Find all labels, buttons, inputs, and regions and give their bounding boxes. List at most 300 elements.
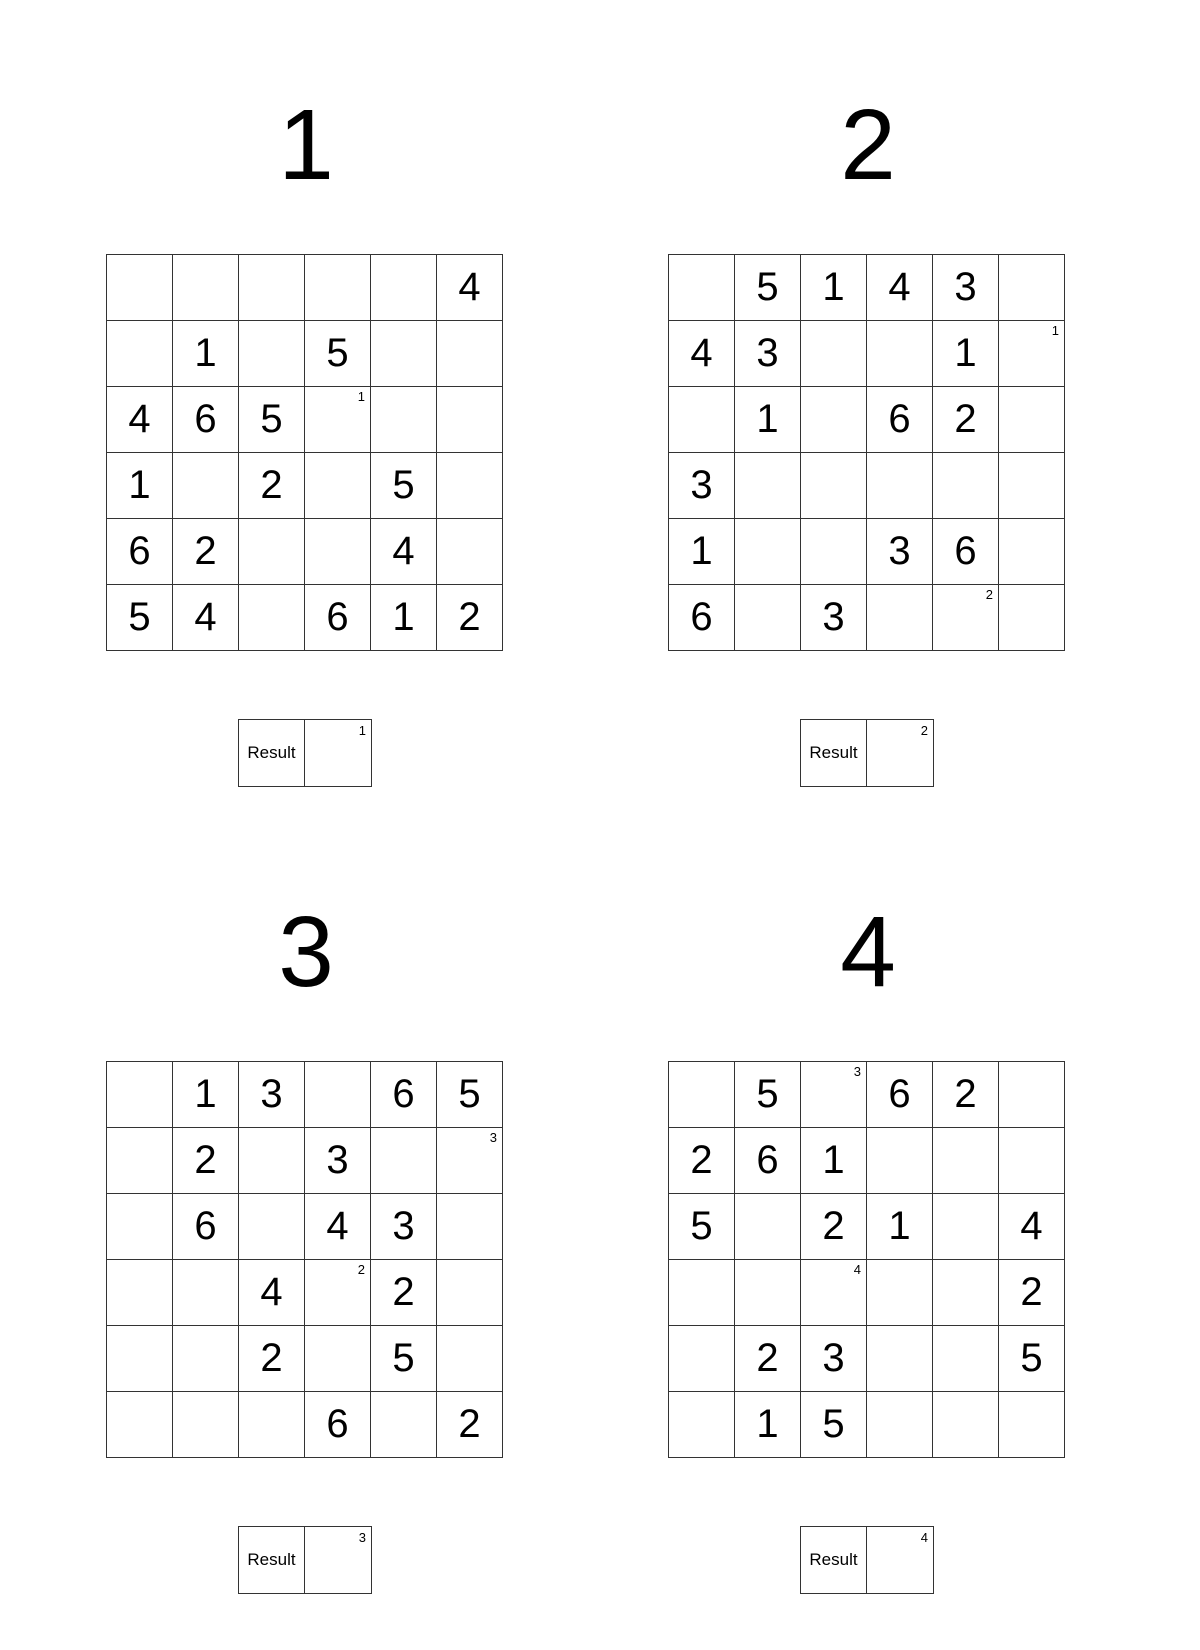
grid-cell[interactable] — [867, 1062, 933, 1128]
cell-value — [999, 1062, 1064, 1127]
grid-cell[interactable] — [735, 255, 801, 321]
grid-cell[interactable] — [669, 1392, 735, 1458]
cell-value: 6 — [128, 529, 151, 573]
grid-cell[interactable] — [867, 585, 933, 651]
grid-cell[interactable] — [173, 1062, 239, 1128]
grid-cell[interactable] — [999, 1326, 1065, 1392]
grid-cell[interactable] — [867, 1326, 933, 1392]
grid-cell[interactable] — [305, 585, 371, 651]
grid-cell[interactable] — [801, 1194, 867, 1260]
grid-cell[interactable] — [867, 255, 933, 321]
cell-value — [305, 519, 370, 584]
cell-value — [239, 1128, 304, 1193]
sudoku-grid — [668, 254, 1065, 651]
grid-cell[interactable] — [239, 453, 305, 519]
cell-value — [239, 519, 304, 584]
cell-value: 5 — [822, 1402, 845, 1446]
cell-marker: 3 — [489, 1130, 497, 1145]
cell-value — [305, 1326, 370, 1391]
grid-cell[interactable] — [735, 1194, 801, 1260]
cell-value — [735, 585, 800, 650]
grid-cell[interactable] — [239, 255, 305, 321]
grid-cell[interactable] — [437, 255, 503, 321]
grid-cell[interactable] — [735, 1128, 801, 1194]
cell-value: 6 — [888, 1072, 911, 1116]
cell-value: 5 — [690, 1204, 713, 1248]
grid-cell[interactable] — [173, 1326, 239, 1392]
cell-value — [801, 387, 866, 452]
cell-value — [437, 1260, 502, 1325]
grid-cell[interactable] — [801, 585, 867, 651]
grid-cell[interactable] — [371, 1392, 437, 1458]
grid-cell[interactable] — [801, 1260, 867, 1326]
grid-cell[interactable] — [999, 255, 1065, 321]
grid-cell[interactable] — [999, 519, 1065, 585]
grid-cell[interactable] — [371, 519, 437, 585]
cell-value: 2 — [392, 1270, 415, 1314]
grid-cell[interactable] — [371, 387, 437, 453]
cell-value — [999, 519, 1064, 584]
grid-cell[interactable] — [933, 1062, 999, 1128]
grid-cell[interactable] — [669, 453, 735, 519]
grid-cell[interactable] — [735, 519, 801, 585]
cell-value: 1 — [392, 595, 415, 639]
grid-cell[interactable] — [371, 453, 437, 519]
cell-value: 3 — [392, 1204, 415, 1248]
grid-cell[interactable] — [933, 1128, 999, 1194]
puzzle-4 — [668, 807, 1068, 1569]
cell-value — [867, 1392, 932, 1457]
result-label: Result — [801, 720, 867, 786]
cell-value — [801, 453, 866, 518]
cell-value — [107, 1128, 172, 1193]
cell-value — [437, 519, 502, 584]
grid-cell[interactable] — [735, 1260, 801, 1326]
cell-marker: 4 — [853, 1262, 861, 1277]
cell-value: 3 — [822, 595, 845, 639]
grid-cell[interactable] — [801, 321, 867, 387]
grid-cell[interactable] — [107, 255, 173, 321]
grid-cell[interactable] — [107, 1062, 173, 1128]
cell-value — [933, 1128, 998, 1193]
grid-cell[interactable] — [437, 453, 503, 519]
cell-value: 1 — [128, 463, 151, 507]
puzzle-2 — [668, 0, 1068, 762]
cell-value — [933, 1326, 998, 1391]
grid-cell[interactable] — [173, 387, 239, 453]
cell-value: 6 — [326, 1402, 349, 1446]
cell-value: 2 — [260, 463, 283, 507]
cell-value: 2 — [458, 1402, 481, 1446]
cell-value: 1 — [194, 1072, 217, 1116]
cell-value — [437, 453, 502, 518]
cell-value: 6 — [690, 595, 713, 639]
grid-cell[interactable] — [999, 1260, 1065, 1326]
cell-value — [999, 1128, 1064, 1193]
grid-cell[interactable] — [933, 1392, 999, 1458]
grid-cell[interactable] — [801, 1326, 867, 1392]
grid-cell[interactable] — [735, 1392, 801, 1458]
grid-cell[interactable] — [669, 255, 735, 321]
grid-cell[interactable] — [669, 1326, 735, 1392]
grid-cell[interactable] — [371, 1326, 437, 1392]
cell-marker: 3 — [853, 1064, 861, 1079]
cell-value — [173, 453, 238, 518]
cell-value: 1 — [756, 1402, 779, 1446]
cell-value — [437, 321, 502, 386]
grid-cell[interactable] — [867, 1128, 933, 1194]
cell-value — [239, 321, 304, 386]
result-marker: 4 — [920, 1530, 928, 1545]
grid-cell[interactable] — [107, 585, 173, 651]
grid-cell[interactable] — [867, 321, 933, 387]
cell-value: 5 — [756, 1072, 779, 1116]
cell-value: 2 — [822, 1204, 845, 1248]
grid-cell[interactable] — [867, 1392, 933, 1458]
cell-value — [107, 255, 172, 320]
grid-cell[interactable] — [437, 1260, 503, 1326]
result-answer-cell[interactable] — [305, 720, 371, 786]
puzzle-title: 1 — [278, 89, 334, 201]
grid-cell[interactable] — [735, 453, 801, 519]
grid-cell[interactable] — [239, 387, 305, 453]
grid-cell[interactable] — [305, 321, 371, 387]
grid-cell[interactable] — [437, 1326, 503, 1392]
grid-cell[interactable] — [107, 1326, 173, 1392]
grid-cell[interactable] — [801, 453, 867, 519]
grid-cell[interactable] — [933, 585, 999, 651]
grid-cell[interactable] — [371, 1128, 437, 1194]
cell-value: 2 — [1020, 1270, 1043, 1314]
grid-cell[interactable] — [239, 1260, 305, 1326]
cell-value: 1 — [822, 265, 845, 309]
cell-value: 5 — [392, 1336, 415, 1380]
cell-value — [999, 387, 1064, 452]
grid-cell[interactable] — [933, 1194, 999, 1260]
cell-value — [437, 387, 502, 452]
cell-value — [371, 387, 436, 452]
cell-value: 4 — [326, 1204, 349, 1248]
grid-cell[interactable] — [107, 1128, 173, 1194]
grid-cell[interactable] — [371, 1194, 437, 1260]
cell-value: 2 — [194, 1138, 217, 1182]
cell-value: 1 — [690, 529, 713, 573]
grid-cell[interactable] — [239, 1392, 305, 1458]
grid-cell[interactable] — [107, 519, 173, 585]
result-label: Result — [239, 720, 305, 786]
cell-value: 3 — [260, 1072, 283, 1116]
cell-value — [867, 1326, 932, 1391]
cell-value: 1 — [954, 331, 977, 375]
grid-cell[interactable] — [669, 1194, 735, 1260]
cell-value — [239, 585, 304, 650]
grid-cell[interactable] — [801, 255, 867, 321]
grid-cell[interactable] — [173, 1260, 239, 1326]
cell-value: 5 — [326, 331, 349, 375]
grid-cell[interactable] — [239, 519, 305, 585]
result-marker: 2 — [920, 723, 928, 738]
cell-marker: 2 — [357, 1262, 365, 1277]
cell-value — [173, 255, 238, 320]
cell-value — [107, 1062, 172, 1127]
cell-value: 5 — [128, 595, 151, 639]
puzzle-title: 3 — [278, 896, 334, 1008]
cell-value: 4 — [392, 529, 415, 573]
cell-value — [173, 1392, 238, 1457]
cell-value — [999, 1392, 1064, 1457]
grid-cell[interactable] — [999, 1392, 1065, 1458]
grid-cell[interactable] — [735, 1326, 801, 1392]
grid-cell[interactable] — [305, 1128, 371, 1194]
grid-cell[interactable] — [107, 1392, 173, 1458]
grid-cell[interactable] — [305, 1392, 371, 1458]
grid-cell[interactable] — [933, 255, 999, 321]
cell-value — [437, 1194, 502, 1259]
grid-cell[interactable] — [173, 453, 239, 519]
grid-cell[interactable] — [801, 1392, 867, 1458]
grid-cell[interactable] — [173, 1194, 239, 1260]
cell-value: 5 — [1020, 1336, 1043, 1380]
grid-cell[interactable] — [801, 519, 867, 585]
result-label: Result — [801, 1527, 867, 1593]
result-label: Result — [239, 1527, 305, 1593]
grid-cell[interactable] — [305, 1326, 371, 1392]
cell-value: 1 — [756, 397, 779, 441]
result-marker: 1 — [358, 723, 366, 738]
cell-value — [669, 387, 734, 452]
cell-value — [735, 453, 800, 518]
grid-cell[interactable] — [437, 321, 503, 387]
cell-value: 2 — [194, 529, 217, 573]
grid-cell[interactable] — [999, 387, 1065, 453]
cell-value: 6 — [954, 529, 977, 573]
grid-cell[interactable] — [239, 1326, 305, 1392]
cell-value: 3 — [756, 331, 779, 375]
grid-cell[interactable] — [933, 1326, 999, 1392]
puzzle-3 — [106, 807, 506, 1569]
grid-cell[interactable] — [371, 321, 437, 387]
cell-value: 2 — [260, 1336, 283, 1380]
result-box — [238, 719, 372, 787]
cell-value: 1 — [194, 331, 217, 375]
grid-cell[interactable] — [735, 321, 801, 387]
cell-value: 3 — [888, 529, 911, 573]
cell-value — [669, 1260, 734, 1325]
grid-cell[interactable] — [999, 1194, 1065, 1260]
cell-value: 6 — [756, 1138, 779, 1182]
grid-cell[interactable] — [669, 387, 735, 453]
grid-cell[interactable] — [239, 321, 305, 387]
grid-cell[interactable] — [437, 585, 503, 651]
grid-cell[interactable] — [669, 321, 735, 387]
cell-value — [933, 453, 998, 518]
grid-cell[interactable] — [371, 585, 437, 651]
grid-cell[interactable] — [305, 1194, 371, 1260]
grid-cell[interactable] — [437, 519, 503, 585]
cell-value: 2 — [756, 1336, 779, 1380]
result-answer-cell[interactable] — [867, 1527, 933, 1593]
grid-cell[interactable] — [933, 519, 999, 585]
grid-cell[interactable] — [437, 1128, 503, 1194]
grid-cell[interactable] — [305, 1062, 371, 1128]
grid-cell[interactable] — [371, 255, 437, 321]
grid-cell[interactable] — [437, 1194, 503, 1260]
grid-cell[interactable] — [239, 585, 305, 651]
cell-value — [239, 1194, 304, 1259]
grid-cell[interactable] — [173, 1128, 239, 1194]
grid-cell[interactable] — [999, 585, 1065, 651]
grid-cell[interactable] — [801, 1128, 867, 1194]
grid-cell[interactable] — [305, 519, 371, 585]
cell-value — [669, 1326, 734, 1391]
cell-value: 3 — [822, 1336, 845, 1380]
cell-value — [735, 1260, 800, 1325]
grid-cell[interactable] — [173, 585, 239, 651]
grid-cell[interactable] — [239, 1128, 305, 1194]
cell-value: 5 — [260, 397, 283, 441]
grid-cell[interactable] — [867, 1194, 933, 1260]
grid-cell[interactable] — [107, 321, 173, 387]
grid-cell[interactable] — [801, 1062, 867, 1128]
grid-cell[interactable] — [867, 519, 933, 585]
sudoku-grid — [106, 1061, 503, 1458]
result-box — [800, 1526, 934, 1594]
grid-cell[interactable] — [669, 519, 735, 585]
puzzle-title: 4 — [840, 896, 896, 1008]
grid-cell[interactable] — [735, 585, 801, 651]
result-answer-cell[interactable] — [867, 720, 933, 786]
cell-value — [867, 1260, 932, 1325]
grid-cell[interactable] — [239, 1062, 305, 1128]
cell-value: 4 — [458, 265, 481, 309]
grid-cell[interactable] — [173, 321, 239, 387]
cell-value: 2 — [690, 1138, 713, 1182]
grid-cell[interactable] — [933, 387, 999, 453]
grid-cell[interactable] — [999, 453, 1065, 519]
grid-cell[interactable] — [437, 1392, 503, 1458]
grid-cell[interactable] — [933, 1260, 999, 1326]
grid-cell[interactable] — [107, 387, 173, 453]
grid-cell[interactable] — [371, 1062, 437, 1128]
cell-value: 4 — [1020, 1204, 1043, 1248]
cell-value — [305, 453, 370, 518]
grid-cell[interactable] — [173, 519, 239, 585]
grid-cell[interactable] — [305, 1260, 371, 1326]
grid-cell[interactable] — [999, 1062, 1065, 1128]
grid-cell[interactable] — [801, 387, 867, 453]
result-box — [238, 1526, 372, 1594]
cell-value — [669, 255, 734, 320]
cell-value — [801, 321, 866, 386]
grid-cell[interactable] — [305, 453, 371, 519]
grid-cell[interactable] — [999, 1128, 1065, 1194]
cell-marker: 1 — [1051, 323, 1059, 338]
cell-value: 1 — [822, 1138, 845, 1182]
grid-cell[interactable] — [669, 1128, 735, 1194]
cell-value — [999, 453, 1064, 518]
cell-value — [735, 519, 800, 584]
puzzle-title: 2 — [840, 89, 896, 201]
grid-cell[interactable] — [305, 255, 371, 321]
cell-marker: 1 — [357, 389, 365, 404]
cell-value — [107, 1326, 172, 1391]
cell-value: 5 — [392, 463, 415, 507]
grid-cell[interactable] — [867, 387, 933, 453]
cell-value — [735, 1194, 800, 1259]
grid-cell[interactable] — [867, 1260, 933, 1326]
grid-cell[interactable] — [107, 453, 173, 519]
cell-value: 4 — [260, 1270, 283, 1314]
cell-value — [867, 321, 932, 386]
grid-cell[interactable] — [107, 1194, 173, 1260]
cell-value — [867, 585, 932, 650]
cell-value: 4 — [690, 331, 713, 375]
cell-value — [999, 585, 1064, 650]
grid-cell[interactable] — [371, 1260, 437, 1326]
grid-cell[interactable] — [669, 1062, 735, 1128]
cell-value — [173, 1326, 238, 1391]
cell-value: 4 — [128, 397, 151, 441]
cell-value: 3 — [954, 265, 977, 309]
cell-value — [305, 255, 370, 320]
cell-value: 1 — [888, 1204, 911, 1248]
grid-cell[interactable] — [933, 321, 999, 387]
cell-value — [371, 1128, 436, 1193]
grid-cell[interactable] — [735, 387, 801, 453]
grid-cell[interactable] — [999, 321, 1065, 387]
cell-value: 2 — [954, 1072, 977, 1116]
grid-cell[interactable] — [173, 1392, 239, 1458]
sudoku-grid — [106, 254, 503, 651]
grid-cell[interactable] — [239, 1194, 305, 1260]
cell-value — [933, 1194, 998, 1259]
grid-cell[interactable] — [669, 1260, 735, 1326]
result-box — [800, 719, 934, 787]
cell-value — [867, 453, 932, 518]
grid-cell[interactable] — [437, 1062, 503, 1128]
result-marker: 3 — [358, 1530, 366, 1545]
grid-cell[interactable] — [735, 1062, 801, 1128]
grid-cell[interactable] — [437, 387, 503, 453]
cell-value — [173, 1260, 238, 1325]
cell-value — [239, 255, 304, 320]
cell-value — [371, 1392, 436, 1457]
grid-cell[interactable] — [933, 453, 999, 519]
cell-value: 6 — [392, 1072, 415, 1116]
cell-value — [669, 1392, 734, 1457]
cell-value — [999, 255, 1064, 320]
cell-value: 6 — [326, 595, 349, 639]
cell-value — [107, 1392, 172, 1457]
cell-value — [933, 1260, 998, 1325]
result-answer-cell[interactable] — [305, 1527, 371, 1593]
cell-value — [107, 1194, 172, 1259]
cell-value: 4 — [194, 595, 217, 639]
cell-value — [437, 1326, 502, 1391]
cell-value: 5 — [756, 265, 779, 309]
grid-cell[interactable] — [867, 453, 933, 519]
cell-value — [305, 1062, 370, 1127]
cell-marker: 2 — [985, 587, 993, 602]
cell-value — [867, 1128, 932, 1193]
grid-cell[interactable] — [107, 1260, 173, 1326]
cell-value — [107, 321, 172, 386]
cell-value — [371, 321, 436, 386]
grid-cell[interactable] — [173, 255, 239, 321]
cell-value: 2 — [458, 595, 481, 639]
grid-cell[interactable] — [669, 585, 735, 651]
grid-cell[interactable] — [305, 387, 371, 453]
